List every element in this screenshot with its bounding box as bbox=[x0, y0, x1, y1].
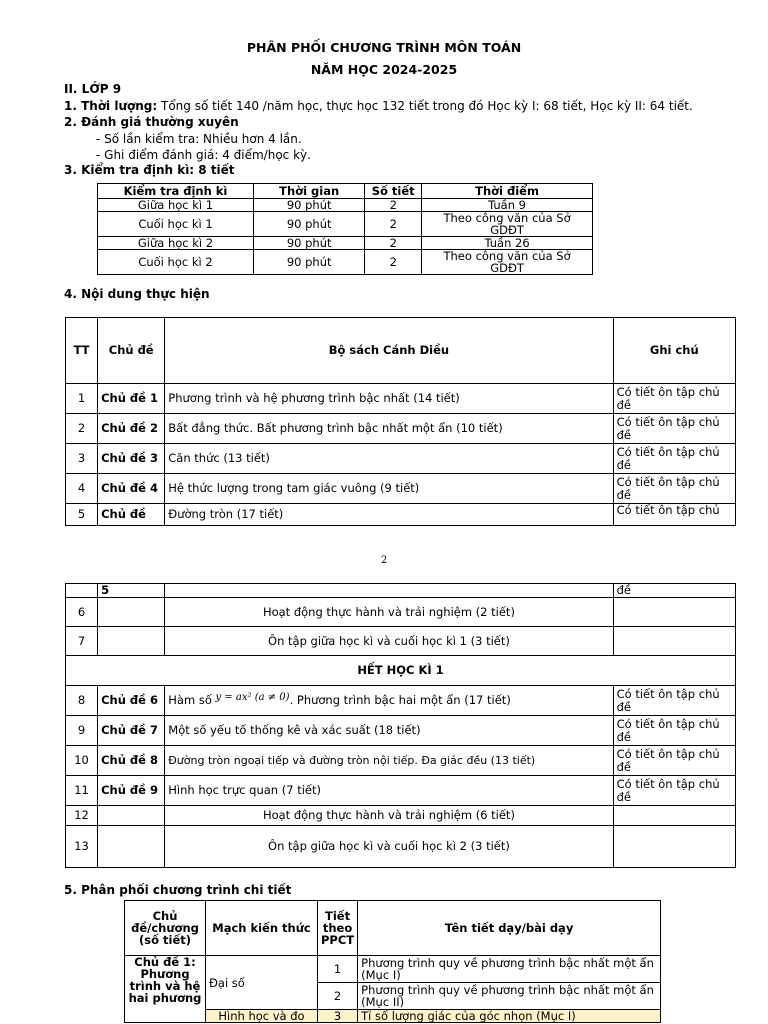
topic-note: Có tiết ôn tập chủ đề bbox=[613, 776, 735, 806]
topic-label: Chủ đề 9 bbox=[98, 776, 165, 806]
detail-col-header: Mạch kiến thức bbox=[206, 901, 318, 956]
detail-strand: Hình học và đo bbox=[206, 1010, 318, 1023]
page-number: 2 bbox=[380, 555, 388, 566]
exam-cell: 90 phút bbox=[254, 250, 365, 275]
topic-content: Bất đẳng thức. Bất phương trình bậc nhất một ẩn (10 tiết) bbox=[165, 414, 613, 444]
topic-content: Căn thức (13 tiết) bbox=[165, 444, 613, 474]
topic-label: Chủ đề 3 bbox=[98, 444, 165, 474]
exam-cell: Theo công văn của Sở GDĐT bbox=[422, 250, 593, 275]
content-row bbox=[66, 444, 736, 474]
content-row-tail bbox=[66, 584, 736, 598]
exam-col-header: Số tiết bbox=[365, 184, 422, 199]
topic-content: Hình học trực quan (7 tiết) bbox=[165, 776, 613, 806]
content-row bbox=[66, 776, 736, 806]
detail-lesson: Tỉ số lượng giác của góc nhọn (Mục I) bbox=[358, 1010, 661, 1023]
content-row bbox=[66, 504, 736, 526]
content-row bbox=[66, 716, 736, 746]
exam-row bbox=[98, 250, 593, 275]
detail-heading: 5. Phân phối chương trình chi tiết bbox=[64, 883, 292, 897]
exam-col-header: Thời điểm bbox=[422, 184, 593, 199]
exam-cell: Tuần 26 bbox=[422, 237, 593, 250]
topic-note: Có tiết ôn tập chủ đề bbox=[613, 384, 735, 414]
content-row bbox=[66, 826, 736, 868]
exam-cell: 2 bbox=[365, 250, 422, 275]
exam-cell: Cuối học kì 2 bbox=[98, 250, 254, 275]
topic-label: Chủ đề 6 bbox=[98, 686, 165, 716]
school-year-title: NĂM HỌC 2024-2025 bbox=[310, 62, 458, 77]
row-number: 9 bbox=[66, 716, 98, 746]
duration-line bbox=[64, 99, 693, 113]
content-heading: 4. Nội dung thực hiện bbox=[64, 287, 210, 301]
row-number: 3 bbox=[66, 444, 98, 474]
row-number: 6 bbox=[66, 598, 98, 627]
exam-cell: 90 phút bbox=[254, 237, 365, 250]
content-row bbox=[66, 806, 736, 826]
detail-col-header: Tên tiết dạy/bài dạy bbox=[358, 901, 661, 956]
topic-content: Đường tròn (17 tiết) bbox=[165, 504, 613, 526]
exam-cell: 2 bbox=[365, 212, 422, 237]
topic-content: Ôn tập giữa học kì và cuối học kì 1 (3 tiết) bbox=[165, 627, 613, 656]
content-col-header: TT bbox=[66, 318, 98, 384]
topic-label-tail: 5 bbox=[98, 584, 165, 598]
topic-content: Ôn tập giữa học kì và cuối học kì 2 (3 tiết) bbox=[165, 826, 613, 868]
topic-note: Có tiết ôn tập chủ đề bbox=[613, 444, 735, 474]
exam-row bbox=[98, 237, 593, 250]
row-number: 4 bbox=[66, 474, 98, 504]
topic-content: Hoạt động thực hành và trải nghiệm (6 tiết) bbox=[165, 806, 613, 826]
topic-note: Có tiết ôn tập chủ đề bbox=[613, 474, 735, 504]
periodic-heading: 3. Kiểm tra định kì: 8 tiết bbox=[64, 163, 235, 177]
detail-col-header: Chủ đề/chương (số tiết) bbox=[125, 901, 206, 956]
exam-row bbox=[98, 212, 593, 237]
exam-cell: 90 phút bbox=[254, 212, 365, 237]
row-number: 11 bbox=[66, 776, 98, 806]
row-number: 1 bbox=[66, 384, 98, 414]
detail-col-header: Tiết theo PPCT bbox=[318, 901, 358, 956]
detail-lesson: Phương trình quy về phương trình bậc nhất một ẩn (Mục I) bbox=[358, 956, 661, 983]
topic-content: Phương trình và hệ phương trình bậc nhất (14 tiết) bbox=[165, 384, 613, 414]
topic-content bbox=[165, 686, 613, 716]
semester-end-row bbox=[66, 656, 736, 686]
content-row bbox=[66, 474, 736, 504]
content-row bbox=[66, 686, 736, 716]
topic-note: Có tiết ôn tập chủ bbox=[613, 504, 735, 526]
row-number: 12 bbox=[66, 806, 98, 826]
exam-header-row bbox=[98, 184, 593, 199]
content-header-row bbox=[66, 318, 736, 384]
content-row bbox=[66, 384, 736, 414]
exam-cell: Tuần 9 bbox=[422, 199, 593, 212]
assessment-item-2: - Ghi điểm đánh giá: 4 điểm/học kỳ. bbox=[96, 148, 311, 162]
row-number: 13 bbox=[66, 826, 98, 868]
exam-cell: 2 bbox=[365, 237, 422, 250]
semester-end-label: HẾT HỌC KÌ 1 bbox=[66, 656, 736, 686]
topic-label: Chủ đề 2 bbox=[98, 414, 165, 444]
topic-content-post: . Phương trình bậc hai một ẩn (17 tiết) bbox=[289, 692, 511, 707]
topic-content: Hệ thức lượng trong tam giác vuông (9 tiết) bbox=[165, 474, 613, 504]
content-table bbox=[65, 317, 736, 526]
detail-header-row bbox=[125, 901, 661, 956]
assessment-item-1: - Số lần kiểm tra: Nhiều hơn 4 lần. bbox=[96, 132, 302, 146]
exam-cell: 2 bbox=[365, 199, 422, 212]
topic-label: Chủ đề 7 bbox=[98, 716, 165, 746]
exam-col-header: Thời gian bbox=[254, 184, 365, 199]
detail-period: 2 bbox=[318, 983, 358, 1010]
exam-col-header: Kiểm tra định kì bbox=[98, 184, 254, 199]
topic-label: Chủ đề bbox=[98, 504, 165, 526]
exam-cell: Giữa học kì 1 bbox=[98, 199, 254, 212]
exam-row bbox=[98, 199, 593, 212]
exam-cell: Cuối học kì 1 bbox=[98, 212, 254, 237]
topic-note-tail: đề bbox=[613, 584, 735, 598]
content-row bbox=[66, 414, 736, 444]
detail-lesson: Phương trình quy về phương trình bậc nhất một ẩn (Mục II) bbox=[358, 983, 661, 1010]
content-row bbox=[66, 598, 736, 627]
detail-strand: Đại số bbox=[206, 956, 318, 1010]
detail-topic: Chủ đề 1: Phương trình và hệ hai phương bbox=[125, 956, 206, 1023]
quadratic-formula: y = ax² (a ≠ 0) bbox=[215, 691, 290, 703]
duration-label: 1. Thời lượng: bbox=[64, 99, 158, 113]
assessment-heading: 2. Đánh giá thường xuyên bbox=[64, 115, 239, 129]
topic-content: Đường tròn ngoại tiếp và đường tròn nội tiếp. Đa giác đều (13 tiết) bbox=[165, 746, 613, 776]
content-row bbox=[66, 627, 736, 656]
exam-cell: 90 phút bbox=[254, 199, 365, 212]
topic-label: Chủ đề 8 bbox=[98, 746, 165, 776]
content-col-header: Ghi chú bbox=[613, 318, 735, 384]
topic-note: Có tiết ôn tập chủ đề bbox=[613, 686, 735, 716]
detail-period: 3 bbox=[318, 1010, 358, 1023]
detail-period: 1 bbox=[318, 956, 358, 983]
topic-label: Chủ đề 4 bbox=[98, 474, 165, 504]
exam-cell: Theo công văn của Sở GDĐT bbox=[422, 212, 593, 237]
exam-table bbox=[97, 183, 593, 275]
row-number: 5 bbox=[66, 504, 98, 526]
detail-table bbox=[124, 900, 661, 1023]
detail-row bbox=[125, 1010, 661, 1023]
content-row bbox=[66, 746, 736, 776]
row-number: 10 bbox=[66, 746, 98, 776]
row-number: 7 bbox=[66, 627, 98, 656]
exam-cell: Giữa học kì 2 bbox=[98, 237, 254, 250]
document-title: PHÂN PHỐI CHƯƠNG TRÌNH MÔN TOÁN bbox=[246, 40, 522, 55]
topic-content: Một số yếu tố thống kê và xác suất (18 tiết) bbox=[165, 716, 613, 746]
row-number: 8 bbox=[66, 686, 98, 716]
content-col-header: Chủ đề bbox=[98, 318, 165, 384]
topic-content-pre: Hàm số bbox=[168, 692, 216, 707]
row-number: 2 bbox=[66, 414, 98, 444]
topic-note: Có tiết ôn tập chủ đề bbox=[613, 716, 735, 746]
topic-note: Có tiết ôn tập chủ đề bbox=[613, 746, 735, 776]
content-col-header: Bộ sách Cánh Diều bbox=[165, 318, 613, 384]
duration-text: Tổng số tiết 140 /năm học, thực học 132 tiết trong đó Học kỳ I: 68 tiết, Học kỳ II: 64 tiết. bbox=[157, 99, 693, 113]
detail-row bbox=[125, 956, 661, 983]
section-heading: II. LỚP 9 bbox=[64, 82, 122, 96]
topic-label: Chủ đề 1 bbox=[98, 384, 165, 414]
topic-note: Có tiết ôn tập chủ đề bbox=[613, 414, 735, 444]
content-table-continued bbox=[65, 583, 736, 868]
topic-content: Hoạt động thực hành và trải nghiệm (2 tiết) bbox=[165, 598, 613, 627]
